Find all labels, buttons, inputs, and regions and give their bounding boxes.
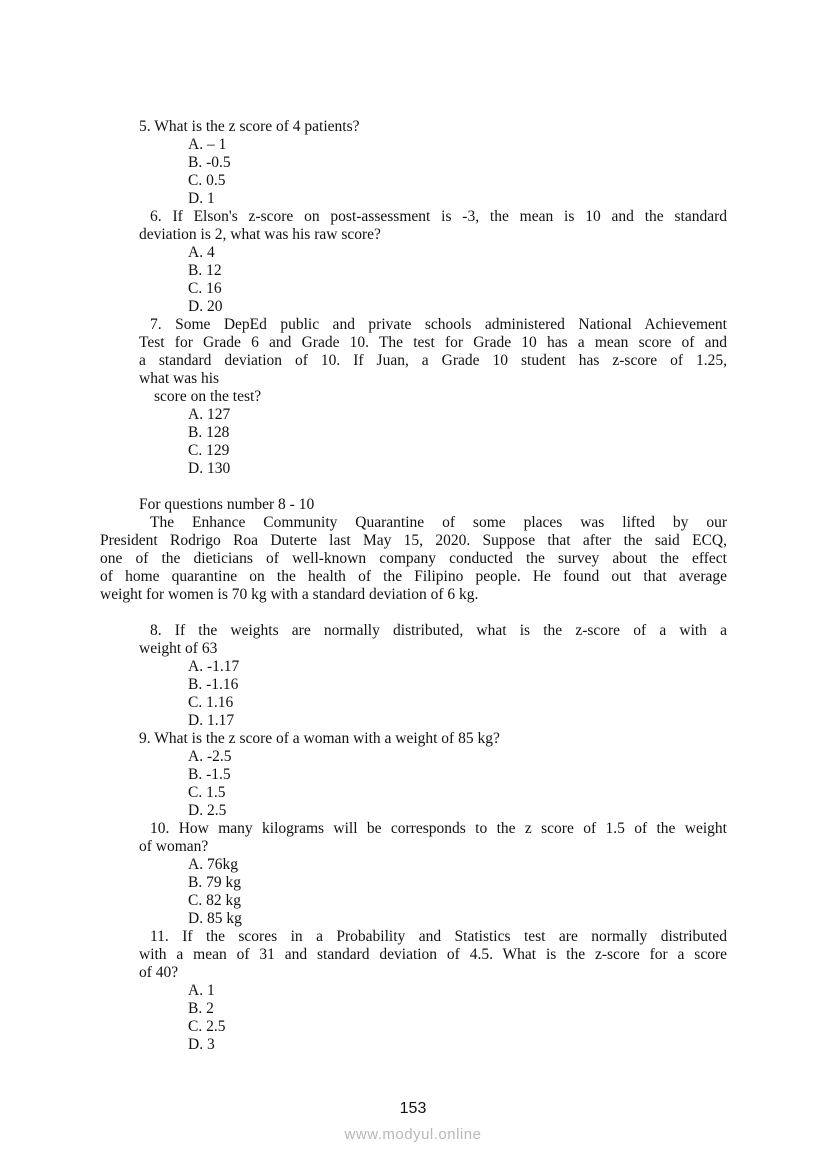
document-page [0,118,826,1054]
option-c: C. 1.5 [188,784,226,801]
option-c: C. 82 kg [188,892,241,909]
question-text: Test for Grade 6 and Grade 10. The test for Grade 10 has a mean score of and [139,334,727,351]
question-text: what was his [139,370,220,387]
option-b: B. 12 [188,262,222,279]
option-d: D. 3 [188,1036,215,1053]
question-11 [0,928,826,1054]
option-a: A. 4 [188,244,215,261]
option-d: D. 20 [188,298,223,315]
question-5 [0,118,826,208]
question-text: 11. If the scores in a Probability and Statistics test are normally distributed [150,928,727,945]
option-b: B. 128 [188,424,230,441]
option-c: C. 2.5 [188,1018,226,1035]
passage-text: of home quarantine on the health of the Filipino people. He found out that average [100,568,727,585]
option-d: D. 130 [188,460,231,477]
question-text: a standard deviation of 10. If Juan, a Grade 10 student has z-score of 1.25, [139,352,727,369]
option-b: B. -0.5 [188,154,231,171]
context-passage [0,496,826,604]
question-7 [0,316,826,478]
passage-text: The Enhance Community Quarantine of some places was lifted by our [150,514,727,531]
question-text: of woman? [139,838,209,855]
option-b: B. 79 kg [188,874,241,891]
question-text: with a mean of 31 and standard deviation of 4.5. What is the z-score for a score [139,946,727,963]
option-d: D. 85 kg [188,910,242,927]
question-9 [0,730,826,820]
question-text: of 40? [139,964,179,981]
question-text: 8. If the weights are normally distributed, what is the z-score of a with a [150,622,727,639]
option-c: C. 0.5 [188,172,226,189]
option-a: A. -1.17 [188,658,240,675]
option-b: B. -1.16 [188,676,239,693]
question-text: 5. What is the z score of 4 patients? [139,118,360,135]
question-text: 7. Some DepEd public and private schools administered National Achievement [150,316,727,333]
option-a: A. – 1 [188,136,227,153]
option-a: A. 76kg [188,856,238,873]
option-a: A. -2.5 [188,748,232,765]
option-a: A. 1 [188,982,215,999]
passage-text: President Rodrigo Roa Duterte last May 15, 2020. Suppose that after the said ECQ, [100,532,727,549]
question-text: weight of 63 [139,640,218,657]
option-b: B. 2 [188,1000,214,1017]
website-watermark: www.modyul.online [344,1126,482,1143]
question-6 [0,208,826,316]
question-text: 6. If Elson's z-score on post-assessment is -3, the mean is 10 and the standard [150,208,727,225]
question-text: 9. What is the z score of a woman with a weight of 85 kg? [139,730,500,747]
context-heading: For questions number 8 - 10 [139,496,315,513]
question-8 [0,622,826,730]
question-text: deviation is 2, what was his raw score? [139,226,381,243]
question-text: 10. How many kilograms will be corresponds to the z score of 1.5 of the weight [150,820,727,837]
passage-text: weight for women is 70 kg with a standard deviation of 6 kg. [100,586,479,603]
option-c: C. 16 [188,280,222,297]
question-text: score on the test? [154,388,262,405]
option-d: D. 1.17 [188,712,235,729]
option-c: C. 129 [188,442,230,459]
passage-text: one of the dieticians of well-known company conducted the survey about the effect [100,550,727,567]
option-d: D. 2.5 [188,802,227,819]
option-b: B. -1.5 [188,766,231,783]
option-d: D. 1 [188,190,215,207]
page-number: 153 [399,1100,427,1117]
option-a: A. 127 [188,406,231,423]
option-c: C. 1.16 [188,694,234,711]
question-10 [0,820,826,928]
